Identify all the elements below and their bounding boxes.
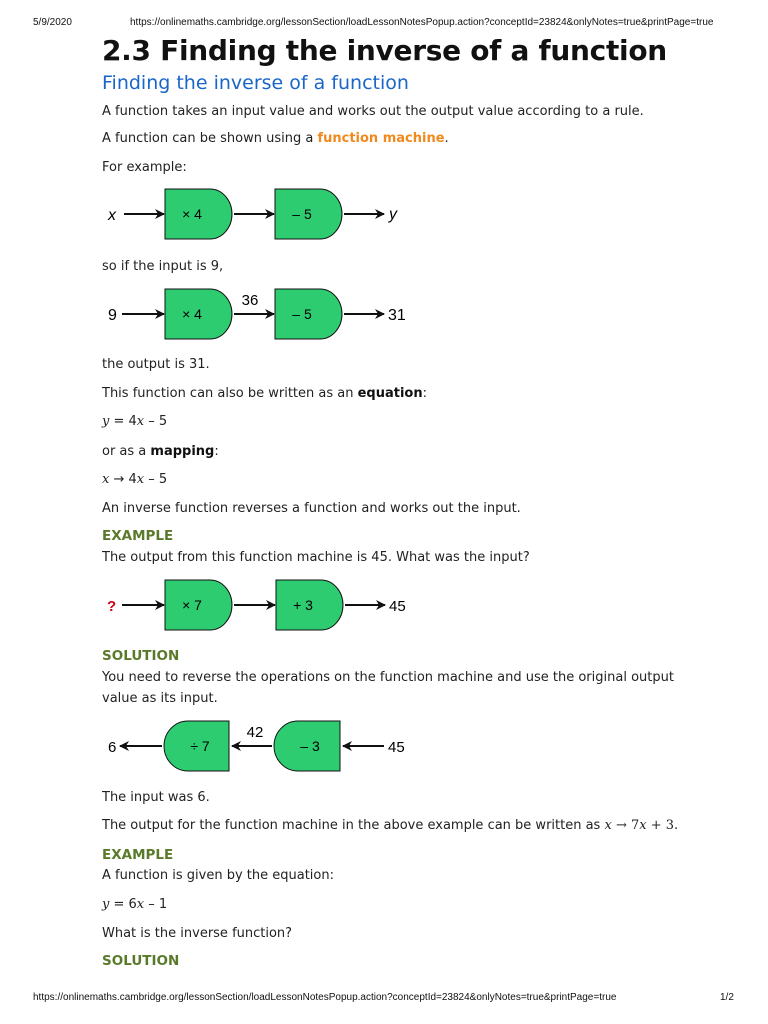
machine-input: x bbox=[108, 207, 116, 224]
machine-operation: – 5 bbox=[292, 206, 312, 222]
machine-output: 45 bbox=[389, 598, 406, 615]
paragraph: so if the input is 9, bbox=[102, 259, 224, 274]
intermediate-value: 42 bbox=[246, 724, 264, 741]
paragraph: An inverse function reverses a function and works out the input. bbox=[102, 501, 521, 516]
mapping: x → 4x – 5 bbox=[102, 472, 168, 487]
intermediate-value: 36 bbox=[241, 292, 259, 309]
equation: y = 4x – 5 bbox=[102, 414, 168, 429]
machine-operation: × 4 bbox=[182, 306, 202, 322]
paragraph: A function can be shown using a function machine. bbox=[102, 131, 449, 146]
paragraph: What is the inverse function? bbox=[102, 926, 293, 941]
header-url[interactable]: https://onlinemaths.cambridge.org/lessonSection/loadLessonNotesPopup.action?conceptId=23824&onlyNotes=true&printPage=true bbox=[130, 17, 714, 28]
machine-input: ? bbox=[107, 598, 117, 615]
paragraph: the output is 31. bbox=[102, 357, 210, 372]
example-label: EXAMPLE bbox=[102, 847, 174, 863]
solution-label: SOLUTION bbox=[102, 953, 180, 969]
page-number: 1/2 bbox=[720, 992, 734, 1003]
paragraph: A function takes an input value and works out the output value according to a rule. bbox=[102, 104, 644, 119]
machine-output: y bbox=[389, 206, 397, 223]
paragraph: The output for the function machine in the above example can be written as x → 7x + 3. bbox=[102, 818, 679, 833]
solution-label: SOLUTION bbox=[102, 648, 180, 664]
machine-operation: – 5 bbox=[292, 306, 312, 322]
function-machine-diagram-3 bbox=[100, 578, 420, 636]
inverse-machine-diagram bbox=[100, 717, 420, 775]
paragraph: The input was 6. bbox=[102, 790, 210, 805]
paragraph: For example: bbox=[102, 160, 187, 175]
paragraph: or as a mapping: bbox=[102, 444, 219, 459]
machine-input: 9 bbox=[108, 307, 117, 324]
equation: y = 6x – 1 bbox=[102, 897, 168, 912]
page-title: 2.3 Finding the inverse of a function bbox=[102, 34, 667, 67]
paragraph: A function is given by the equation: bbox=[102, 868, 334, 883]
paragraph: The output from this function machine is 45. What was the input? bbox=[102, 550, 530, 565]
machine-operation: × 4 bbox=[182, 206, 202, 222]
paragraph: You need to reverse the operations on the function machine and use the original output bbox=[102, 670, 674, 685]
function-machine-link[interactable]: function machine bbox=[317, 131, 445, 146]
machine-input: 45 bbox=[388, 739, 405, 756]
function-machine-diagram-1 bbox=[100, 186, 420, 244]
paragraph: This function can also be written as an equation: bbox=[102, 386, 428, 401]
example-label: EXAMPLE bbox=[102, 528, 174, 544]
print-date: 5/9/2020 bbox=[33, 17, 72, 28]
machine-operation: ÷ 7 bbox=[190, 738, 210, 754]
function-machine-diagram-2 bbox=[100, 285, 420, 343]
section-heading: Finding the inverse of a function bbox=[102, 72, 409, 94]
paragraph: value as its input. bbox=[102, 691, 218, 706]
machine-output: 6 bbox=[108, 739, 117, 756]
footer-url[interactable]: https://onlinemaths.cambridge.org/lessonSection/loadLessonNotesPopup.action?conceptId=23824&onlyNotes=true&printPage=true bbox=[33, 992, 617, 1003]
machine-output: 31 bbox=[388, 307, 406, 324]
machine-operation: × 7 bbox=[182, 597, 202, 613]
machine-operation: – 3 bbox=[300, 738, 320, 754]
machine-operation: + 3 bbox=[293, 597, 313, 613]
